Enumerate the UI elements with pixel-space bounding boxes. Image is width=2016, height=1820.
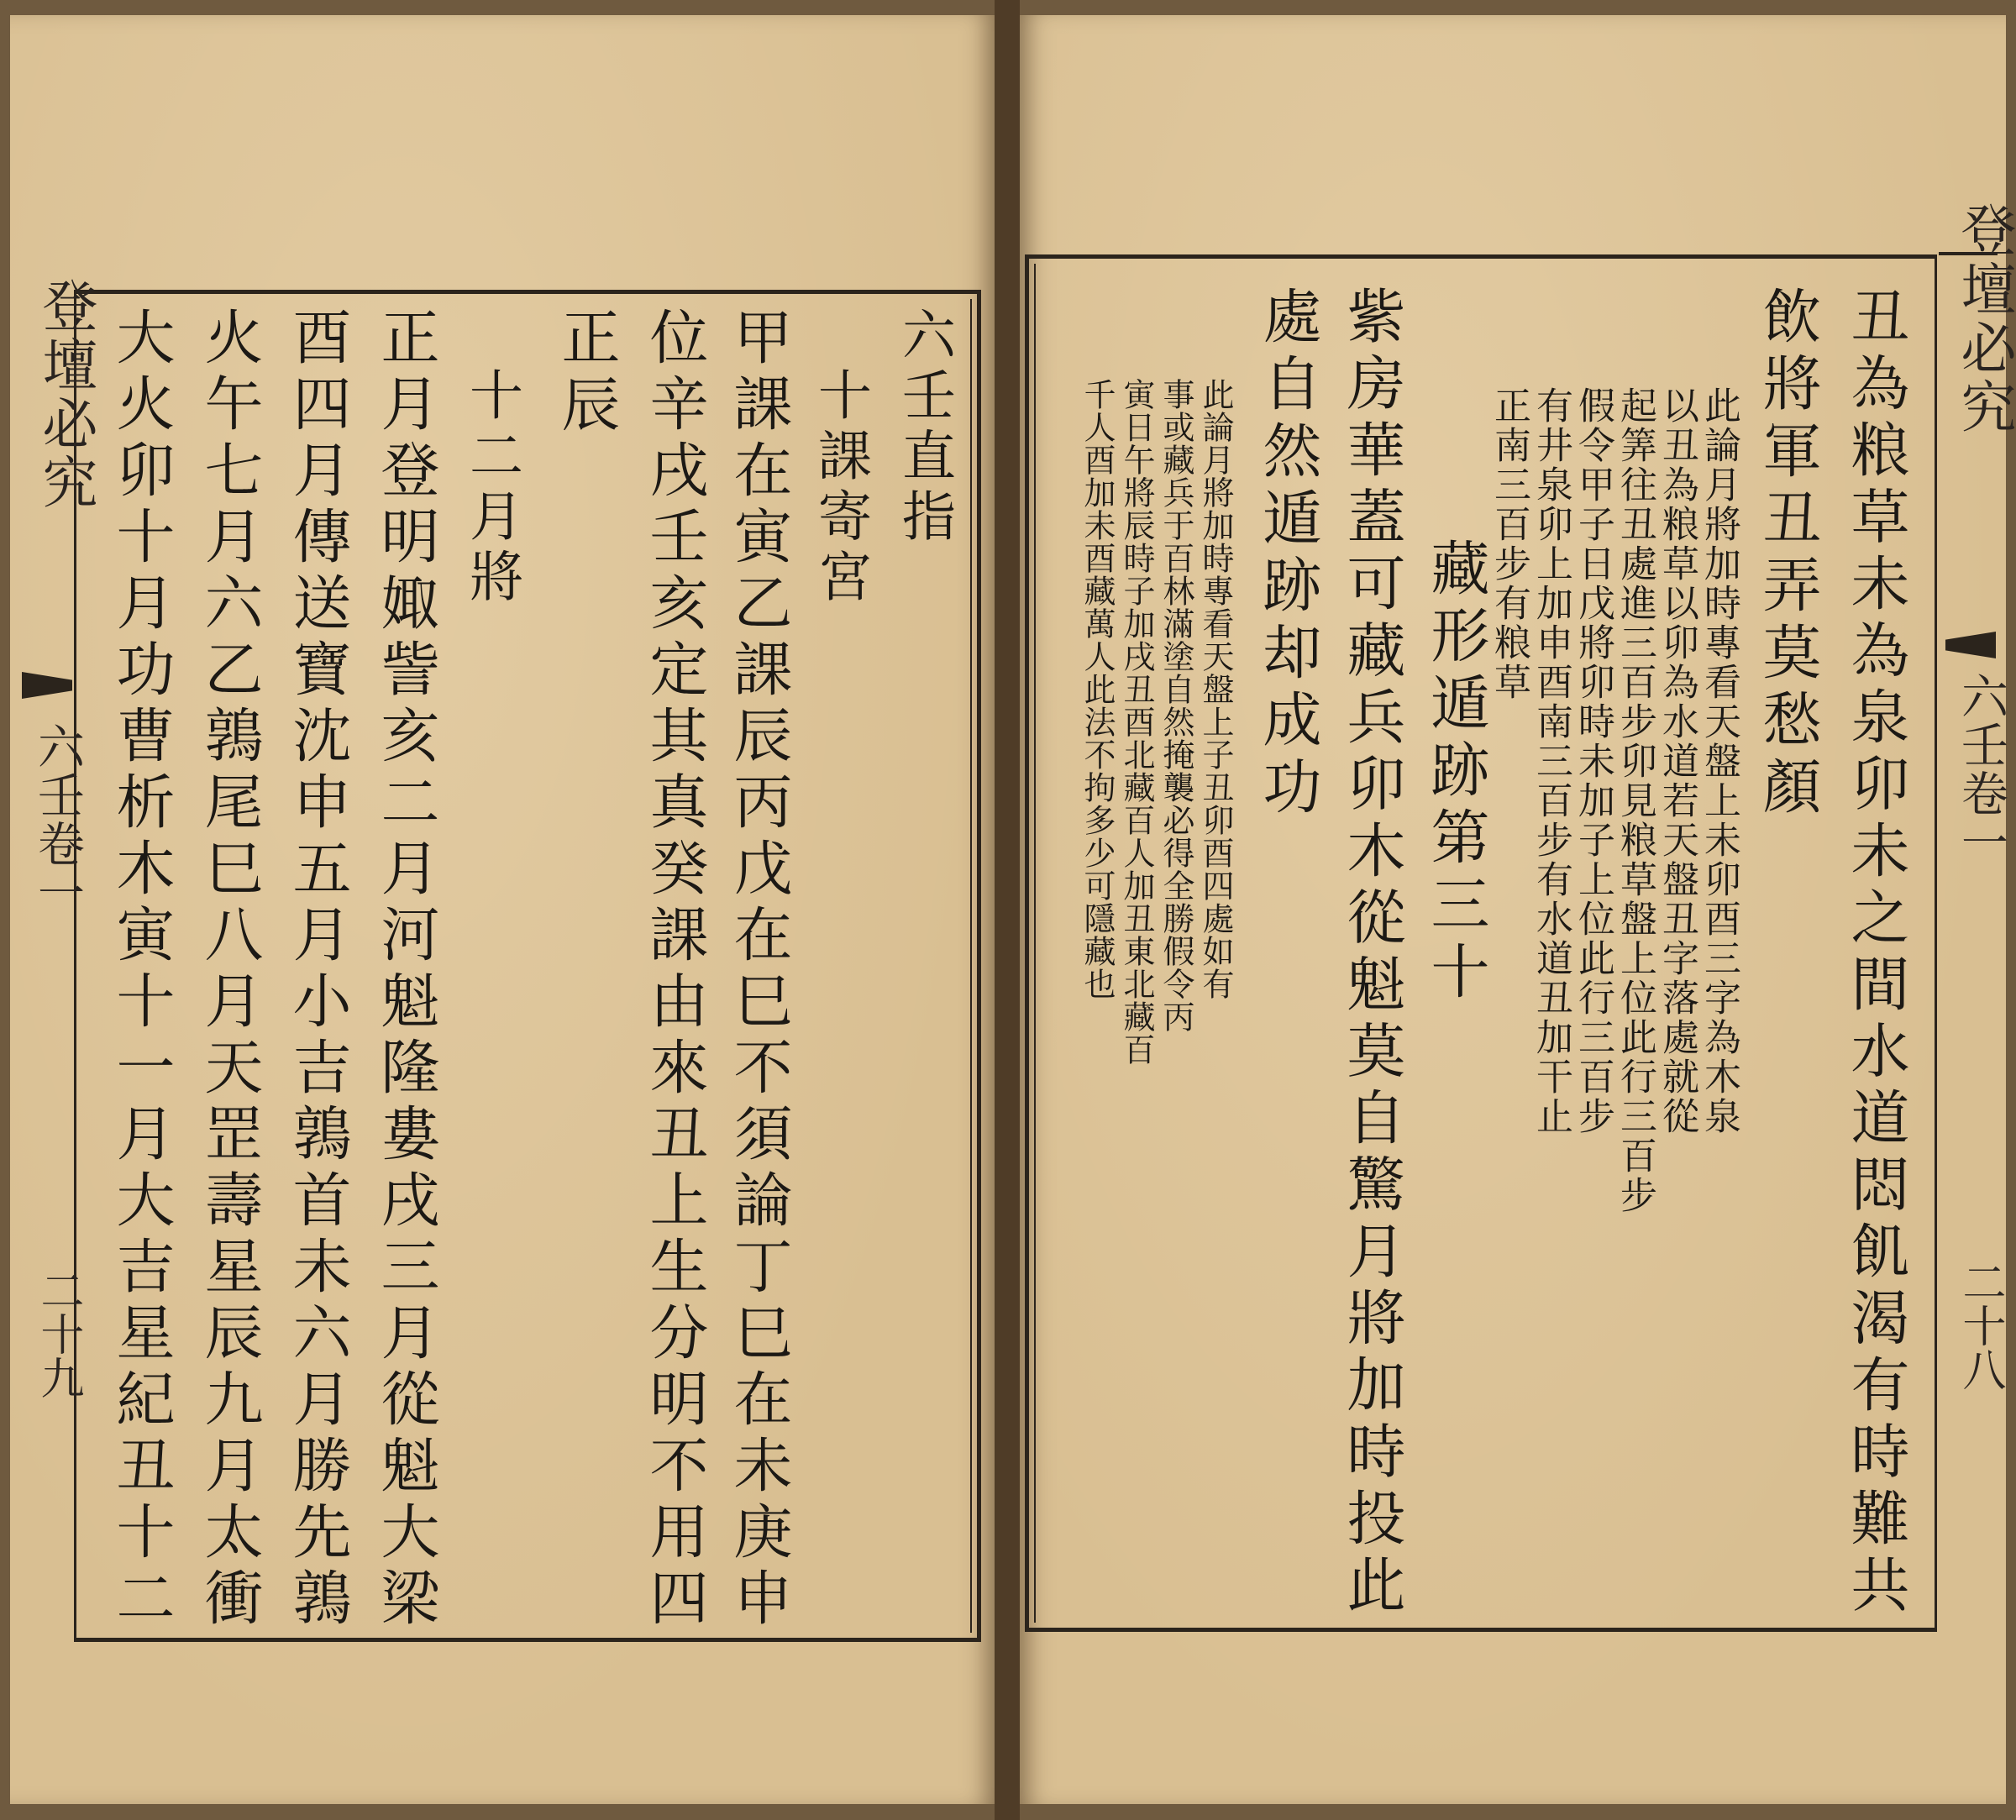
right-col-1: 丑為粮草未為泉卯未之間水道悶飢渴有時難共 bbox=[1841, 286, 1910, 1621]
right-col-15: 千人酉加未酉藏萬人此法不拘多少可隱藏也 bbox=[1079, 378, 1116, 1000]
right-col-7: 有井泉卯上加申酉南三百步有水道丑加干止 bbox=[1530, 386, 1572, 1136]
right-col-12: 此論月將加時專看天盤上子丑卯酉四處如有 bbox=[1197, 378, 1234, 1000]
right-col-8: 正南三百步有粮草 bbox=[1488, 386, 1530, 702]
right-col-14: 寅日午將辰時子加戌丑酉北藏百人加丑東北藏百 bbox=[1118, 378, 1155, 1066]
right-col-11: 處自然遁跡却成功 bbox=[1253, 286, 1322, 823]
right-col-6: 假令甲子日戊將卯時未加子上位此行三百步 bbox=[1572, 386, 1614, 1136]
right-col-9: 藏形遁跡第三十 bbox=[1421, 470, 1490, 1008]
left-col-2: 十課寄宮 bbox=[809, 307, 871, 609]
left-col-10: 大火卯十月功曹析木寅十一月大吉星紀丑十二 bbox=[107, 307, 176, 1634]
right-col-13: 事或藏兵于百林滿塗自然掩襲必得全勝假令丙 bbox=[1158, 378, 1194, 1033]
left-col-3: 甲課在寅乙課辰丙戊在巳不須論丁巳在未庚申 bbox=[724, 307, 793, 1634]
left-col-1: 六壬直指 bbox=[893, 307, 955, 548]
right-col-10: 紫房華蓋可藏兵卯木從魁莫自驚月將加時投此 bbox=[1337, 286, 1406, 1621]
right-margin-page-number: 二十八 bbox=[1955, 1260, 2005, 1391]
right-margin-chapter: 六壬卷一 bbox=[1954, 672, 2008, 867]
left-col-8: 酉四月傳送寶沈申五月小吉鶉首未六月勝先鶉 bbox=[283, 307, 352, 1634]
book-gutter bbox=[995, 0, 1020, 1820]
right-col-5: 起筭往丑處進三百步卯見粮草盤上位此行三百步 bbox=[1614, 386, 1656, 1215]
left-margin-title: 登壇必究 bbox=[33, 277, 97, 512]
left-col-4: 位辛戌壬亥定其真癸課由來丑上生分明不用四 bbox=[640, 307, 709, 1634]
left-col-9: 火午七月六乙鶉尾巳八月天罡壽星辰九月太衝 bbox=[195, 307, 264, 1634]
right-col-2: 飲將軍丑弄莫愁顏 bbox=[1753, 286, 1822, 823]
left-col-7: 正月登明娵訾亥二月河魁隆婁戌三月從魁大梁 bbox=[371, 307, 440, 1634]
right-margin-title: 登壇必究 bbox=[1951, 202, 2016, 437]
left-col-6: 十二月將 bbox=[460, 307, 522, 609]
left-col-5: 正辰 bbox=[552, 307, 621, 441]
right-col-4: 以丑為粮草以卯為水道若天盤丑字落處就從 bbox=[1656, 386, 1698, 1136]
left-margin-page-number: 二十九 bbox=[33, 1268, 83, 1399]
right-col-3: 此論月將加時專看天盤上未卯酉三字為木泉 bbox=[1698, 386, 1740, 1136]
left-margin-chapter: 六壬卷一 bbox=[30, 722, 85, 917]
